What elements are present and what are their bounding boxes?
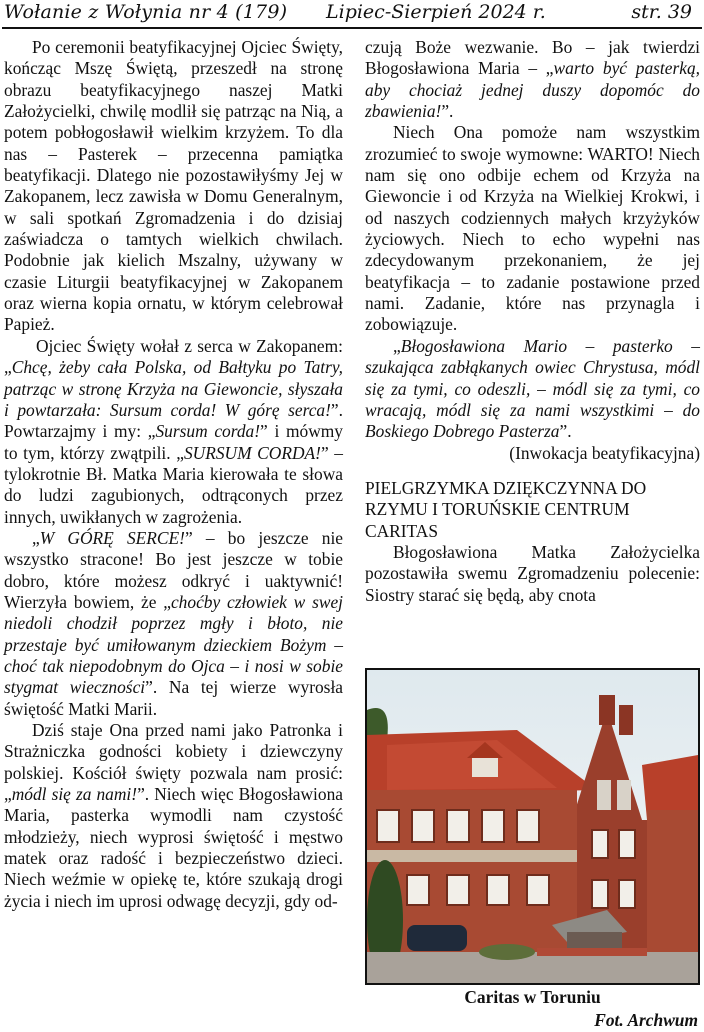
section-heading: PIELGRZYMKA DZIĘKCZYNNA DO RZYMU I TORUŃSKIE CENTRUM CARITAS <box>365 477 647 541</box>
right-column <box>365 37 700 606</box>
photo-credit: Fot. Archwum <box>594 1010 698 1030</box>
left-column <box>4 37 343 912</box>
invocation: „Błogosławiona Mario – pasterko – szukająca zabłąkanych owiec Chrystusa, módl się za tymi, co odeszli, – módl się za tymi, co wracają, módl się za nami wszystkimi – do Boskiego Dobrego Pasterza”. <box>365 335 700 442</box>
paragraph: Niech Ona pomoże nam wszystkim zrozumieć to swoje wymowne: WARTO! Niech nam się ono odbije echem od Krzyża na Giewoncie i od Krzyża na Wielkiej Krokwi, i od naszych codziennych małych krzyżyków życiowych. Niech to echo wypełni nas zdecydowanym przekonaniem, że jej beatyfikacja – to zadanie postawione przed nami. Zadanie, które nas przynagla i zobowiązuje. <box>365 122 700 335</box>
building-photo-icon <box>367 670 698 983</box>
page-header <box>0 0 704 28</box>
photo-caption: Caritas w Toruniu <box>464 987 601 1007</box>
paragraph: Dziś staje Ona przed nami jako Patronka i Strażniczka godności kobiety i dziewczyny polskiej. Kościół święty pozwala nam prosić: „módl się za nami!”. Niech więc Błogosławiona Maria, pasterka wymodli nam czystość młodzieży, niech wyprosi świętość i męstwo matek oraz radość i bezpieczeństwo dzieci. Niech weźmie w opiekę te, które szukają drogi życia i niech im uprosi odwagę decyzji, gdy od- <box>4 720 343 911</box>
invocation-source: (Inwokacja beatyfikacyjna) <box>509 442 700 463</box>
header-title: Wołanie z Wołynia nr 4 (179) <box>4 1 288 23</box>
header-page-number: str. 39 <box>631 1 692 23</box>
paragraph: „W GÓRĘ SERCE!” – bo jeszcze nie wszystko stracone! Bo jest jeszcze w tobie dobro, które możesz odkryć i uaktywnić! Wierzyła bowiem, że „choćby człowiek w swej niedoli chodził poprzez mgły i błoto, nie przestaje być umiłowanym dzieckiem Bożym – choć tak niepodobnym do Ojca – i nosi w sobie stygmat wieczności”. Na tej wierze wyrosła świętość Matki Marii. <box>4 527 344 719</box>
paragraph: czują Boże wezwanie. Bo – jak twierdzi Błogosławiona Maria – „warto być pasterką, aby chociaż jednej duszy dopomóc do zbawienia!”. <box>365 37 700 122</box>
paragraph: Ojciec Święty wołał z serca w Zakopanem: „Chcę, żeby cała Polska, od Bałtyku po Tatry, patrząc w stronę Krzyża na Giewoncie, słyszała i powtarzała: Sursum corda! W górę serca!”. Powtarzajmy i my: „Sursum corda!” i mówmy to tym, którzy zwątpili. „SURSUM CORDA!” – tylokrotnie Bł. Matka Maria kierowała te słowa do ludzi zagubionych, odtrąconych przez innych, uwikłanych w zagrożenia. <box>4 335 343 527</box>
caritas-building-photo <box>365 668 700 985</box>
header-rule <box>2 27 702 29</box>
header-date: Lipiec-Sierpień 2024 r. <box>326 1 546 23</box>
paragraph: Błogosławiona Matka Założycielka pozostawiła swemu Zgromadzeniu polecenie: Siostry starać się będą, aby cnota <box>365 541 700 605</box>
paragraph: Po ceremonii beatyfikacyjnej Ojciec Święty, kończąc Mszę Świętą, przeszedł na stronę obrazu beatyfikacyjnego naszej Matki Założycielki, chwilę modlił się patrząc na Nią, a potem pobłogosławił wielkim krzyżem. To dla nas – Pasterek – przecenna pamiątka beatyfikacji. Dlatego nie pozostawiłyśmy Jej w Zakopanem, lecz zawisła w Domu Generalnym, w sali spotkań Zgromadzenia i do dzisiaj zaświadcza o tamtych wielkich chwilach. Podobnie jak kielich Mszalny, używany w czasie Liturgii beatyfikacyjnej w Zakopanem oraz wierna kopia ornatu, w którym celebrował Papież. <box>4 37 343 335</box>
